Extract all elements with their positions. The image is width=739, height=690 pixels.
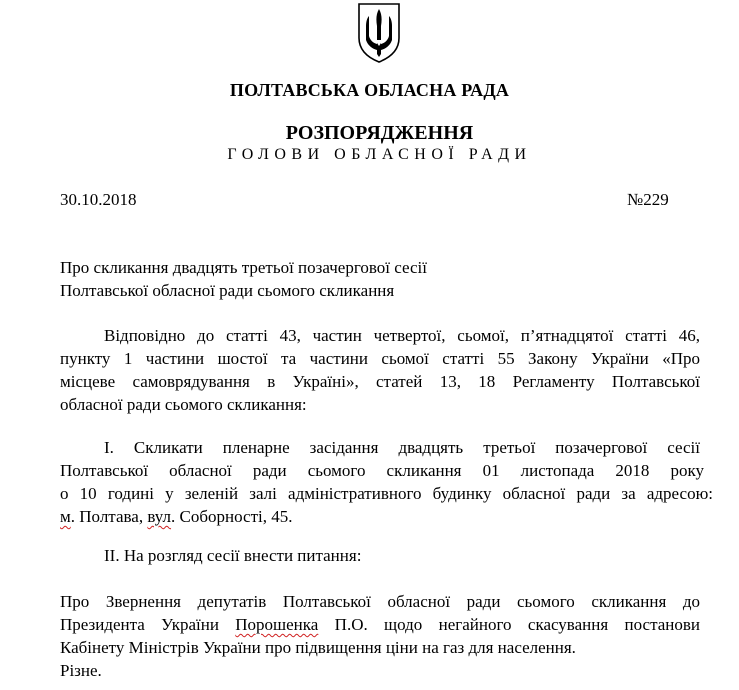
paragraph-line: Полтавської обласної ради сьомого скликання 01 листопада 2018 року <box>60 461 704 480</box>
paragraph-line: Про Звернення депутатів Полтавської обласної ради сьомого скликання до <box>60 592 700 611</box>
subject-line: Про скликання двадцять третьої позачергової сесії <box>60 258 427 277</box>
spellcheck-word: вул <box>147 507 172 526</box>
paragraph-line: Кабінету Міністрів України про підвищення ціни на газ для населення. <box>60 638 576 657</box>
paragraph-line: ІІ. На розгляд сесії внести питання: <box>104 546 362 565</box>
paragraph-line: Президента України Порошенка П.О. щодо негайного скасування постанови <box>60 615 700 634</box>
paragraph-line: Різне. <box>60 661 102 680</box>
preamble-paragraph <box>60 324 700 416</box>
paragraph-line: обласної ради сьомого скликання: <box>60 395 307 414</box>
paragraph-line: І. Скликати пленарне засідання двадцять третьої позачергової сесії <box>104 438 700 457</box>
document-subject <box>60 256 427 302</box>
document-type-subtitle: ГОЛОВИ ОБЛАСНОЇ РАДИ <box>227 146 532 163</box>
paragraph-line: Відповідно до статті 43, частин четвертої, сьомої, п’ятнадцятої статті 46, <box>104 326 700 345</box>
document-number: №229 <box>627 190 669 209</box>
spellcheck-word: Порошенка <box>235 615 319 634</box>
spellcheck-word: м <box>60 507 71 526</box>
document-type-title: РОЗПОРЯДЖЕННЯ <box>285 122 474 144</box>
document-date: 30.10.2018 <box>60 190 137 209</box>
item-2-heading <box>60 544 700 567</box>
council-title: ПОЛТАВСЬКА ОБЛАСНА РАДА <box>229 80 510 100</box>
coat-of-arms-trident-icon <box>356 0 402 64</box>
paragraph-line: о 10 годині у зеленій залі адміністративного будинку обласної ради за адресою: <box>60 484 713 503</box>
paragraph-line: місцеве самоврядування в Україні», статей 13, 18 Регламенту Полтавської <box>60 372 700 391</box>
paragraph-line: м. Полтава, вул. Соборності, 45. <box>60 507 293 526</box>
item-1-paragraph <box>60 436 713 528</box>
agenda-paragraph <box>60 590 700 682</box>
subject-line: Полтавської обласної ради сьомого скликання <box>60 281 395 300</box>
paragraph-line: пункту 1 частини шостої та частини сьомої статті 55 Закону України «Про <box>60 349 700 368</box>
